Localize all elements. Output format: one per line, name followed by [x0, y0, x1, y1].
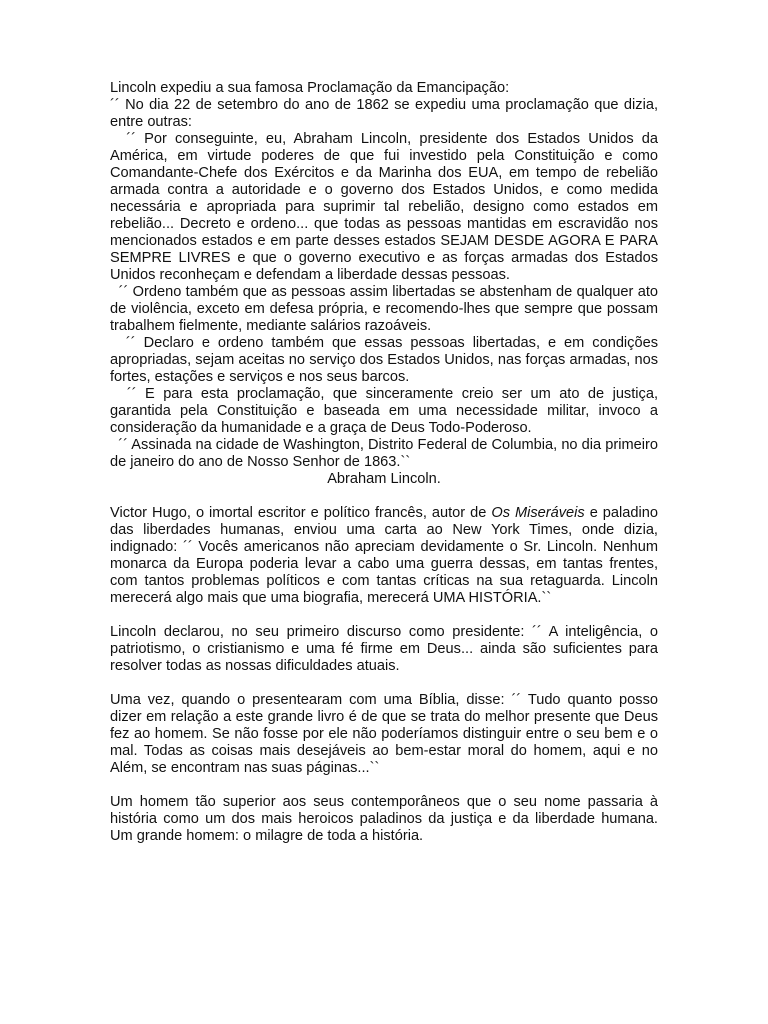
- proclamation-paragraph-3: ´´ Declaro e ordeno também que essas pessoas libertadas, e em condições apropriadas, sejam aceitas no serviço dos Estados Unidos, nas forças armadas, nos fortes, estações e serviços e nos seus barcos.: [110, 335, 663, 385]
- bible-paragraph: Uma vez, quando o presentearam com uma Bíblia, disse: ´´ Tudo quanto posso dizer em relação a este grande livro é de que se trata do melhor presente que Deus fez ao homem. Se não fosse por ele não poderíamos distinguir entre o seu bem e o mal. Todas as coisas mais desejáveis ao bem-estar moral do homem, aqui e no Além, se encontram nas suas páginas...``: [110, 692, 658, 776]
- proclamation-paragraph-1: ´´ Por conseguinte, eu, Abraham Lincoln, presidente dos Estados Unidos da América, em virtude poderes de que fui investido pela Constituição e como Comandante-Chefe dos Exércitos e da Marinha dos EUA, em tempo de rebelião armada contra a autoridade e o governo dos Estados Unidos, e como medida necessária e apropriada para suprimir tal rebelião, designo como estados em rebelião... Decreto e ordeno... que todas as pessoas mantidas em escravidão nos mencionados estados e em parte desses estados SEJAM DESDE AGORA E PARA SEMPRE LIVRES e que o governo executivo e as forças armadas dos Estados Unidos reconheçam e defendam a liberdade dessas pessoas.: [110, 131, 663, 283]
- document-page: [110, 80, 663, 845]
- book-title: Os Miseráveis: [491, 505, 585, 521]
- signature-line: Abraham Lincoln.: [327, 471, 441, 487]
- closing-paragraph: Um homem tão superior aos seus contemporâneos que o seu nome passaria à história como um dos mais heroicos paladinos da justiça e da liberdade humana. Um grande homem: o milagre de toda a história.: [110, 794, 658, 844]
- victor-hugo-paragraph: [110, 505, 658, 607]
- proclamation-paragraph-2: ´´ Ordeno também que as pessoas assim libertadas se abstenham de qualquer ato de violência, exceto em defesa própria, e recomendo-lhes que sempre que possam trabalhem fielmente, mediante salários razoáveis.: [110, 284, 663, 334]
- proclamation-paragraph-5: ´´ Assinada na cidade de Washington, Distrito Federal de Columbia, no dia primeiro de janeiro do ano de Nosso Senhor de 1863.``: [110, 437, 663, 470]
- victor-hugo-text-b: e paladino das liberdades humanas, enviou uma carta ao New York Times, onde dizia, indignado: ´´ Vocês americanos não apreciam devidamente o Sr. Lincoln. Nenhum monarca da Europa poderia levar a cabo uma guerra dessas, em tantas frentes, com tantos problemas políticos e com tantas críticas na sua retaguarda. Lincoln merecerá algo mais que uma biografia, merecerá UMA HISTÓRIA.``: [110, 505, 658, 606]
- inaugural-speech-paragraph: Lincoln declarou, no seu primeiro discurso como presidente: ´´ A inteligência, o patriotismo, o cristianismo e uma fé firme em Deus... ainda são suficientes para resolver todas as nossas dificuldades atuais.: [110, 624, 658, 674]
- proclamation-paragraph-4: ´´ E para esta proclamação, que sinceramente creio ser um ato de justiça, garantida pela Constituição e baseada em uma necessidade militar, invoco a consideração da humanidade e a graça de Deus Todo-Poderoso.: [110, 386, 663, 436]
- proclamation-intro-paragraph: ´´ No dia 22 de setembro do ano de 1862 se expediu uma proclamação que dizia, entre outras:: [110, 97, 658, 130]
- victor-hugo-text-a: Victor Hugo, o imortal escritor e político francês, autor de: [110, 505, 492, 521]
- intro-line: Lincoln expediu a sua famosa Proclamação da Emancipação:: [110, 80, 510, 96]
